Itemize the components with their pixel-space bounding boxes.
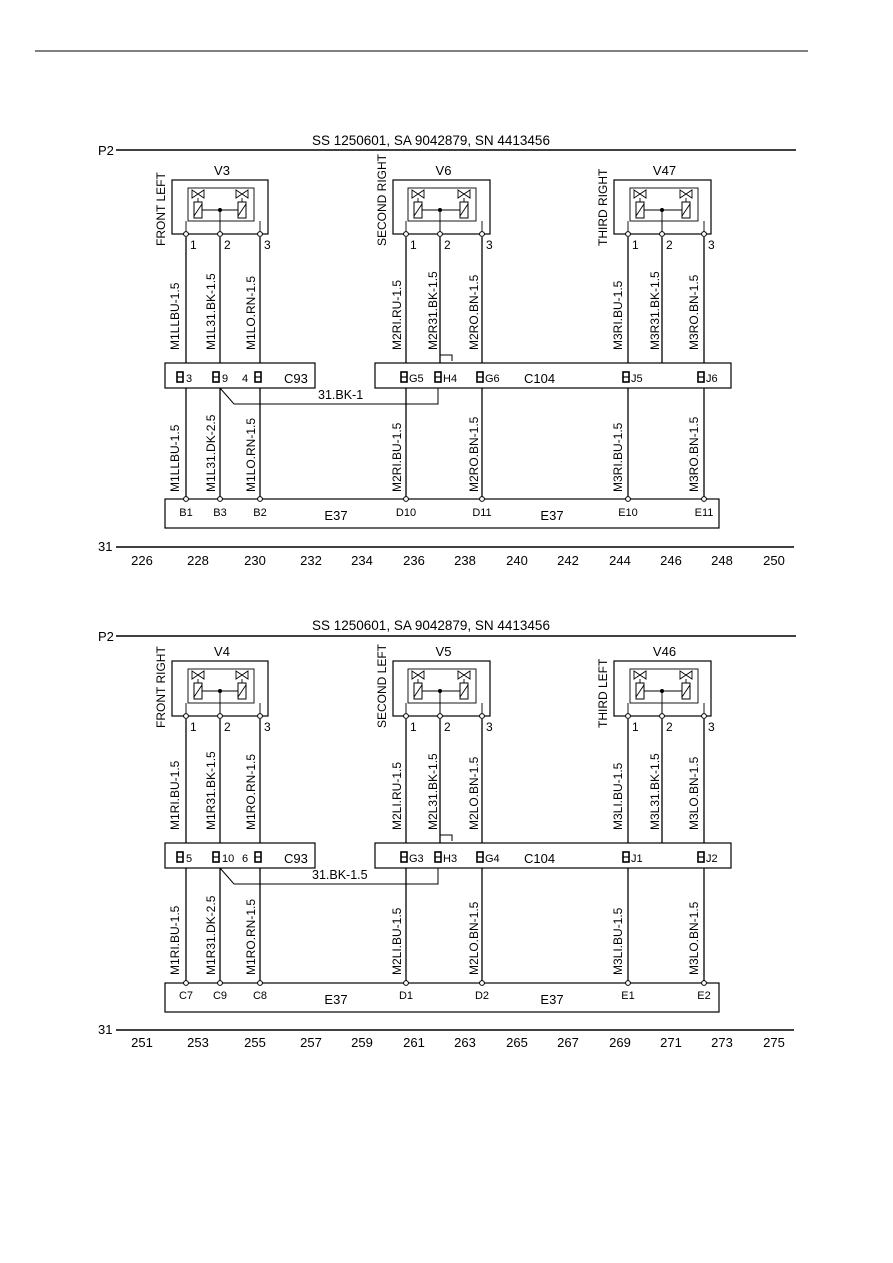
valve-position-label: FRONT LEFT	[154, 172, 168, 246]
solenoid-valve-1	[412, 190, 424, 218]
c104-jog-wire	[440, 719, 452, 841]
upper-wire-label: M3R31.BK-1.5	[648, 271, 662, 350]
module-pin-label: B3	[213, 507, 227, 519]
grid-number: 251	[131, 1035, 153, 1050]
valve-id: V5	[435, 644, 452, 659]
valve-pin-number: 1	[190, 238, 197, 252]
connector-c93-pin-label: 6	[242, 853, 249, 865]
connector-c104-pin-label: J1	[631, 853, 643, 865]
module-e37-label-left: E37	[324, 508, 348, 523]
grid-number: 273	[711, 1035, 733, 1050]
solenoid-valve-1	[634, 671, 646, 699]
grid-number: 259	[351, 1035, 373, 1050]
connector-c104-pin-label: J2	[706, 853, 718, 865]
valve-pin-number: 1	[410, 720, 417, 734]
grid-number: 244	[609, 553, 631, 568]
upper-wire-label: M2RO.BN-1.5	[467, 274, 481, 350]
lower-wire-label: M3RI.BU-1.5	[611, 422, 625, 492]
valve-v3	[154, 163, 271, 252]
lower-wire-label: M2RI.BU-1.5	[390, 422, 404, 492]
lower-wire-label: M1RO.RN-1.5	[244, 898, 258, 975]
solenoid-valve-2	[680, 190, 692, 218]
module-pin-label: C9	[212, 990, 228, 1002]
solenoid-valve-2	[680, 671, 692, 699]
ground-link-label: 31.BK-1	[318, 388, 364, 402]
valve-id: V4	[214, 644, 230, 659]
module-pin-terminal	[258, 497, 263, 502]
diagrams	[98, 133, 796, 1050]
upper-wire-label: M3L31.BK-1.5	[648, 753, 662, 830]
valve-pin-terminal	[258, 232, 263, 237]
valve-pin-number: 3	[264, 720, 271, 734]
grid-number: 230	[244, 553, 266, 568]
valve-pin-number: 1	[632, 238, 639, 252]
connector-c104-pin-label: H4	[443, 373, 458, 385]
lower-wire-label: M3LI.BU-1.5	[611, 907, 625, 975]
lower-wire-label: M3RO.BN-1.5	[687, 416, 701, 492]
module-pin-label: E2	[697, 990, 711, 1002]
valve-pin-terminal	[626, 232, 631, 237]
solenoid-valve-1	[192, 190, 204, 218]
valve-pin-terminal	[404, 714, 409, 719]
connector-c104-pin-label: J5	[631, 373, 643, 385]
module-pin-terminal	[184, 497, 189, 502]
ground-rail-label: 31	[98, 539, 113, 554]
module-pin-label: C8	[252, 990, 268, 1002]
valve-v46	[596, 644, 715, 734]
grid-number: 263	[454, 1035, 476, 1050]
upper-wire-label: M2L31.BK-1.5	[426, 753, 440, 830]
valve-pin-terminal	[438, 714, 443, 719]
lower-wire-label: M2LI.BU-1.5	[390, 907, 404, 975]
valve-pin-number: 2	[666, 720, 673, 734]
lower-wire-label: M1L31.DK-2.5	[204, 414, 218, 492]
module-pin-label: B1	[179, 507, 193, 519]
module-pin-terminal	[626, 497, 631, 502]
lower-wire-label: M1LLBU-1.5	[168, 424, 182, 492]
upper-wire-label: M1R31.BK-1.5	[204, 751, 218, 830]
valve-pin-terminal	[184, 714, 189, 719]
valve-pin-terminal	[184, 232, 189, 237]
connector-c104-label: C104	[524, 371, 556, 386]
grid-number: 250	[763, 553, 785, 568]
grid-number: 242	[557, 553, 579, 568]
valve-id: V6	[435, 163, 452, 178]
ground-link-label: 31.BK-1.5	[312, 868, 368, 882]
module-pin-label: D2	[474, 990, 490, 1002]
valve-position-label: THIRD RIGHT	[596, 168, 610, 246]
module-pin-label: E10	[618, 507, 638, 519]
valve-v6	[375, 153, 493, 252]
valve-pin-number: 3	[486, 720, 493, 734]
connector-c93-pin-label: 3	[186, 373, 193, 385]
connector-c104-pin-label: G4	[485, 853, 500, 865]
valve-pin-terminal	[480, 714, 485, 719]
valve-pin-terminal	[218, 232, 223, 237]
diagram-header: SS 1250601, SA 9042879, SN 4413456	[312, 618, 550, 633]
valve-pin-number: 3	[486, 238, 493, 252]
module-pin-terminal	[404, 981, 409, 986]
connector-c104-pin-label: J6	[706, 373, 718, 385]
module-pin-label: D10	[395, 507, 417, 519]
solenoid-valve-1	[412, 671, 424, 699]
solenoid-valve-1	[192, 671, 204, 699]
valve-pin-number: 2	[224, 720, 231, 734]
module-pin-terminal	[218, 981, 223, 986]
grid-number: 265	[506, 1035, 528, 1050]
valve-id: V46	[652, 644, 677, 659]
grid-number: 232	[300, 553, 322, 568]
module-pin-terminal	[218, 497, 223, 502]
connector-c104-pin-label: G5	[409, 373, 424, 385]
valve-v47	[596, 163, 715, 252]
connector-c93-label: C93	[284, 371, 308, 386]
grid-number: 246	[660, 553, 682, 568]
lower-wire-label: M3LO.BN-1.5	[687, 901, 701, 975]
module-pin-label: E11	[694, 507, 714, 519]
module-pin-label: D11	[472, 507, 492, 519]
valve-pin-number: 1	[632, 720, 639, 734]
solenoid-valve-2	[458, 190, 470, 218]
grid-number: 267	[557, 1035, 579, 1050]
valve-id: V47	[652, 163, 677, 178]
upper-wire-label: M3LO.BN-1.5	[687, 756, 701, 830]
module-e37-label-left: E37	[324, 992, 348, 1007]
upper-wire-label: M2LO.BN-1.5	[467, 756, 481, 830]
lower-wire-label: M1LO.RN-1.5	[244, 417, 258, 492]
lower-wire-label: M1RI.BU-1.5	[168, 905, 182, 975]
upper-wire-label: M1RO.RN-1.5	[244, 753, 258, 830]
solenoid-valve-2	[458, 671, 470, 699]
upper-wire-label: M1L31.BK-1.5	[204, 273, 218, 350]
valve-position-label: SECOND RIGHT	[375, 153, 389, 246]
connector-c93-pin-label: 5	[186, 853, 193, 865]
lower-wire-label: M1R31.DK-2.5	[204, 895, 218, 975]
upper-wire-label: M2RI.RU-1.5	[390, 279, 404, 350]
connector-c93-pin-label: 9	[222, 373, 229, 385]
supply-rail-label: P2	[98, 629, 114, 644]
valve-pin-number: 2	[444, 238, 451, 252]
grid-number: 255	[244, 1035, 266, 1050]
grid-number: 275	[763, 1035, 785, 1050]
valve-pin-number: 3	[264, 238, 271, 252]
module-e37-label-right: E37	[540, 508, 564, 523]
upper-wire-label: M3RI.BU-1.5	[611, 280, 625, 350]
connector-c104-pin-label: H3	[443, 853, 458, 865]
upper-wire-label: M3LI.BU-1.5	[611, 762, 625, 830]
upper-wire-label: M2LI.RU-1.5	[390, 761, 404, 830]
module-e37-label-right: E37	[540, 992, 564, 1007]
module-pin-label: E1	[621, 990, 635, 1002]
lower-wire-label: M2LO.BN-1.5	[467, 901, 481, 975]
connector-c93-pin-label: 4	[242, 373, 249, 385]
valve-pin-terminal	[258, 714, 263, 719]
valve-pin-number: 2	[224, 238, 231, 252]
module-pin-terminal	[404, 497, 409, 502]
connector-c93-label: C93	[284, 851, 308, 866]
ground-rail-label: 31	[98, 1022, 113, 1037]
module-pin-label: B2	[253, 507, 267, 519]
valve-pin-terminal	[702, 232, 707, 237]
grid-number: 257	[300, 1035, 322, 1050]
valve-pin-terminal	[626, 714, 631, 719]
valve-pin-number: 1	[190, 720, 197, 734]
valve-position-label: SECOND LEFT	[375, 643, 389, 728]
valve-pin-number: 3	[708, 238, 715, 252]
grid-number: 236	[403, 553, 425, 568]
grid-number: 226	[131, 553, 153, 568]
module-pin-terminal	[184, 981, 189, 986]
valve-pin-terminal	[438, 232, 443, 237]
valve-position-label: FRONT RIGHT	[154, 646, 168, 728]
valve-pin-terminal	[702, 714, 707, 719]
valve-position-label: THIRD LEFT	[596, 658, 610, 728]
valve-pin-terminal	[218, 714, 223, 719]
supply-rail-label: P2	[98, 143, 114, 158]
grid-number: 228	[187, 553, 209, 568]
valve-id: V3	[214, 163, 230, 178]
module-pin-label: C7	[178, 990, 194, 1002]
valve-pin-number: 2	[444, 720, 451, 734]
valve-v5	[375, 643, 493, 734]
module-pin-terminal	[480, 497, 485, 502]
grid-number: 238	[454, 553, 476, 568]
module-e37	[165, 983, 719, 1012]
module-pin-terminal	[258, 981, 263, 986]
connector-c104-pin-label: G6	[485, 373, 500, 385]
module-pin-terminal	[626, 981, 631, 986]
connector-c104-label: C104	[524, 851, 556, 866]
upper-wire-label: M1LLBU-1.5	[168, 282, 182, 350]
grid-number: 253	[187, 1035, 209, 1050]
lower-wire-label: M2RO.BN-1.5	[467, 416, 481, 492]
solenoid-valve-2	[236, 671, 248, 699]
valve-pin-terminal	[660, 714, 665, 719]
diagram-1	[98, 133, 796, 568]
valve-pin-number: 2	[666, 238, 673, 252]
valve-pin-terminal	[660, 232, 665, 237]
module-pin-label: D1	[398, 990, 414, 1002]
solenoid-valve-2	[236, 190, 248, 218]
grid-number: 261	[403, 1035, 425, 1050]
grid-number: 234	[351, 553, 373, 568]
connector-c104-pin-label: G3	[409, 853, 424, 865]
upper-wire-label: M2R31.BK-1.5	[426, 271, 440, 350]
valve-pin-terminal	[404, 232, 409, 237]
valve-pin-number: 3	[708, 720, 715, 734]
connector-c93-pin-label: 10	[222, 853, 235, 865]
upper-wire-label: M1RI.BU-1.5	[168, 760, 182, 830]
upper-wire-label: M3RO.BN-1.5	[687, 274, 701, 350]
diagram-header: SS 1250601, SA 9042879, SN 4413456	[312, 133, 550, 148]
module-pin-terminal	[702, 981, 707, 986]
module-pin-terminal	[480, 981, 485, 986]
grid-number: 240	[506, 553, 528, 568]
c104-jog-wire	[440, 237, 452, 361]
valve-pin-number: 1	[410, 238, 417, 252]
upper-wire-label: M1LO.RN-1.5	[244, 275, 258, 350]
valve-v4	[154, 644, 271, 734]
module-pin-terminal	[702, 497, 707, 502]
grid-number: 248	[711, 553, 733, 568]
grid-number: 269	[609, 1035, 631, 1050]
solenoid-valve-1	[634, 190, 646, 218]
valve-pin-terminal	[480, 232, 485, 237]
grid-number: 271	[660, 1035, 682, 1050]
diagram-2	[98, 618, 796, 1050]
